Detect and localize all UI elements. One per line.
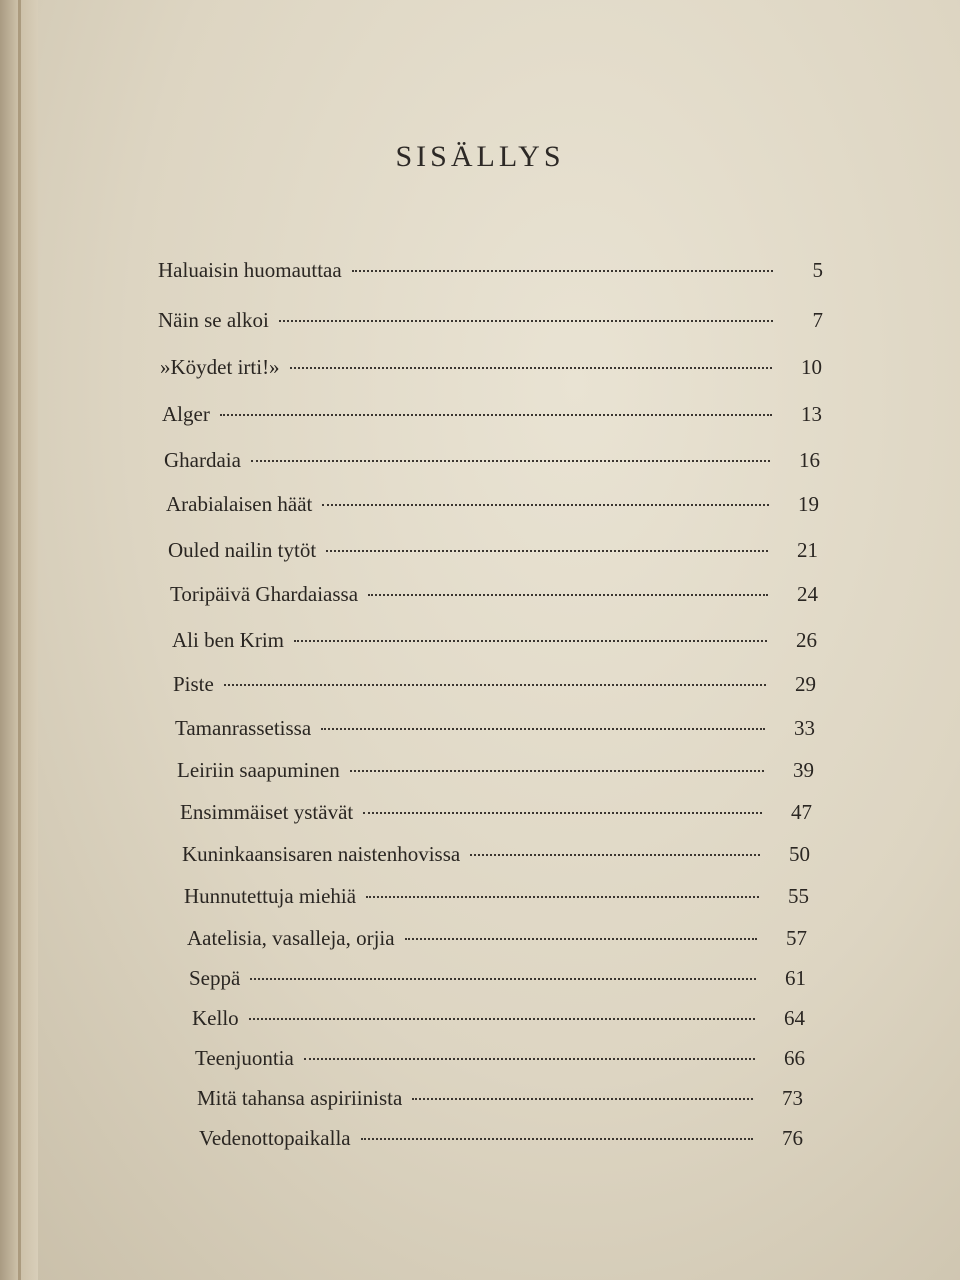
toc-leader-dots — [220, 414, 772, 416]
toc-entry-page: 39 — [793, 758, 814, 782]
toc-entry — [197, 1086, 803, 1118]
toc-entry-label: Alger — [162, 402, 210, 426]
toc-entry-page: 19 — [798, 492, 819, 516]
toc-leader-dots — [250, 978, 756, 980]
toc-entry — [173, 672, 816, 704]
toc-leader-dots — [279, 320, 773, 322]
toc-entry-label: Ouled nailin tytöt — [168, 538, 317, 562]
toc-entry-page: 7 — [812, 308, 823, 332]
toc-entry-page: 33 — [794, 716, 815, 740]
toc-entry-page: 24 — [797, 582, 818, 606]
toc-entry-page: 13 — [801, 402, 822, 426]
toc-entry-label: Vedenottopaikalla — [199, 1126, 351, 1150]
toc-entry — [160, 355, 822, 387]
toc-leader-dots — [368, 594, 768, 596]
toc-leader-dots — [321, 728, 765, 730]
toc-leader-dots — [363, 812, 762, 814]
toc-entry-page: 66 — [784, 1046, 805, 1070]
toc-entry-page: 26 — [796, 628, 817, 652]
toc-entry — [180, 800, 812, 832]
toc-entry-page: 29 — [795, 672, 816, 696]
toc-entry-label: Mitä tahansa aspiriinista — [197, 1086, 403, 1110]
toc-entry-page: 21 — [797, 538, 818, 562]
toc-entry-label: Hunnutettuja miehiä — [184, 884, 357, 908]
toc-leader-dots — [352, 270, 773, 272]
toc-entry — [162, 402, 822, 434]
toc-entry — [199, 1126, 803, 1158]
toc-leader-dots — [304, 1058, 755, 1060]
toc-entry — [189, 966, 806, 998]
toc-leader-dots — [350, 770, 764, 772]
toc-entry — [182, 842, 810, 874]
toc-entry — [166, 492, 819, 524]
toc-entry — [192, 1006, 805, 1038]
toc-entry — [168, 538, 818, 570]
toc-entry-page: 47 — [791, 800, 812, 824]
toc-leader-dots — [470, 854, 760, 856]
toc-entry-label: Haluaisin huomauttaa — [158, 258, 342, 282]
toc-entry-label: Toripäivä Ghardaiassa — [170, 582, 359, 606]
toc-entry-page: 5 — [812, 258, 823, 282]
toc-entry-label: Ali ben Krim — [172, 628, 284, 652]
toc-leader-dots — [405, 938, 757, 940]
toc-entry-label: Tamanrassetissa — [175, 716, 312, 740]
toc-entry-page: 55 — [788, 884, 809, 908]
toc-leader-dots — [251, 460, 770, 462]
toc-entry — [175, 716, 815, 748]
toc-entry-page: 50 — [789, 842, 810, 866]
toc-leader-dots — [366, 896, 759, 898]
toc-entry-label: Aatelisia, vasalleja, orjia — [187, 926, 395, 950]
toc-entry — [184, 884, 809, 916]
toc-leader-dots — [326, 550, 768, 552]
toc-entry-label: Arabialaisen häät — [166, 492, 313, 516]
toc-entry-page: 61 — [785, 966, 806, 990]
toc-entry — [170, 582, 818, 614]
toc-leader-dots — [412, 1098, 753, 1100]
toc-entry — [177, 758, 814, 790]
toc-entry-label: Ensimmäiset ystävät — [180, 800, 354, 824]
toc-entry-label: Seppä — [189, 966, 241, 990]
page-title: SISÄLLYS — [395, 140, 565, 173]
toc-entry — [158, 308, 823, 340]
toc-entry-label: Leiriin saapuminen — [177, 758, 340, 782]
toc-entry-page: 16 — [799, 448, 820, 472]
toc-entry — [172, 628, 817, 660]
toc-entry — [195, 1046, 805, 1078]
toc-entry-page: 64 — [784, 1006, 805, 1030]
toc-entry-label: »Köydet irti!» — [160, 355, 280, 379]
toc-entry-page: 10 — [801, 355, 822, 379]
toc-leader-dots — [224, 684, 766, 686]
toc-leader-dots — [249, 1018, 755, 1020]
toc-entry-page: 57 — [786, 926, 807, 950]
toc-entry-label: Teenjuontia — [195, 1046, 294, 1070]
toc-entry-label: Ghardaia — [164, 448, 241, 472]
toc-entry-label: Kello — [192, 1006, 239, 1030]
toc-leader-dots — [294, 640, 767, 642]
toc-entry-label: Kuninkaansisaren naistenhovissa — [182, 842, 461, 866]
toc-entry-label: Piste — [173, 672, 214, 696]
toc-entry-page: 73 — [782, 1086, 803, 1110]
toc-entry — [187, 926, 807, 958]
toc-entry-page: 76 — [782, 1126, 803, 1150]
toc-leader-dots — [290, 367, 772, 369]
toc-entry-label: Näin se alkoi — [158, 308, 269, 332]
toc-leader-dots — [361, 1138, 753, 1140]
toc-leader-dots — [322, 504, 769, 506]
toc-entry — [164, 448, 820, 480]
toc-entry — [158, 258, 823, 290]
